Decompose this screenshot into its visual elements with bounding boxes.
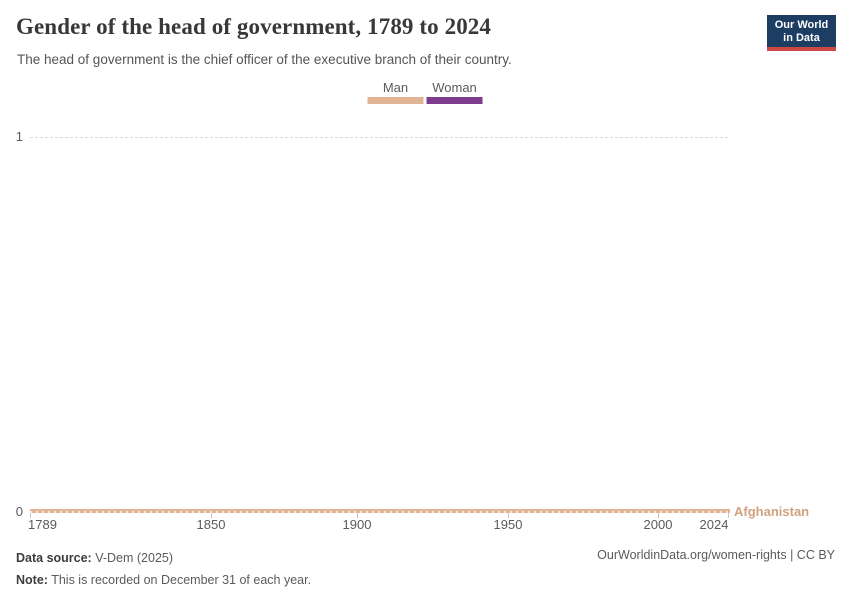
footer-note-label: Note:: [16, 573, 48, 587]
gridline-y1: [30, 137, 728, 138]
chart-title: Gender of the head of government, 1789 to 2024: [16, 14, 491, 39]
footer-source-value: V-Dem (2025): [95, 551, 174, 565]
legend-label-man: Man: [382, 80, 409, 95]
woman-color-swatch: [427, 97, 483, 104]
footer-note-value: This is recorded on December 31 of each year.: [51, 573, 312, 587]
y-axis-tick-0: 0: [15, 504, 23, 519]
x-axis-label-2024: 2024: [699, 517, 729, 532]
man-color-swatch: [368, 97, 424, 104]
legend: [368, 80, 483, 104]
x-axis-label-1950: 1950: [493, 517, 523, 532]
footer-source-line: [16, 547, 311, 569]
owid-logo-accent-bar: [767, 47, 836, 51]
owid-logo-line2: in Data: [783, 31, 820, 44]
owid-logo-line1: Our World: [774, 19, 829, 31]
footer-license-link[interactable]: OurWorldinData.org/women-rights | CC BY: [597, 548, 835, 562]
y-axis-tick-1: 1: [15, 129, 23, 144]
footer-note-line: [16, 569, 311, 591]
owid-logo-text: [767, 15, 836, 47]
man-series-line[interactable]: [30, 509, 730, 513]
legend-item-woman[interactable]: [427, 80, 483, 104]
footer-source-note: [16, 547, 311, 591]
chart-subtitle: The head of government is the chief officer of the executive branch of their country.: [17, 52, 512, 67]
x-axis-label-1850: 1850: [196, 517, 226, 532]
footer-source-label: Data source:: [16, 551, 92, 565]
owid-logo[interactable]: [767, 15, 836, 51]
x-axis-label-1789: 1789: [28, 517, 57, 532]
legend-label-woman: Woman: [432, 80, 477, 95]
x-axis-label-2000: 2000: [643, 517, 673, 532]
x-axis-label-1900: 1900: [342, 517, 372, 532]
legend-item-man[interactable]: [368, 80, 424, 104]
entity-label[interactable]: Afghanistan: [734, 504, 810, 519]
